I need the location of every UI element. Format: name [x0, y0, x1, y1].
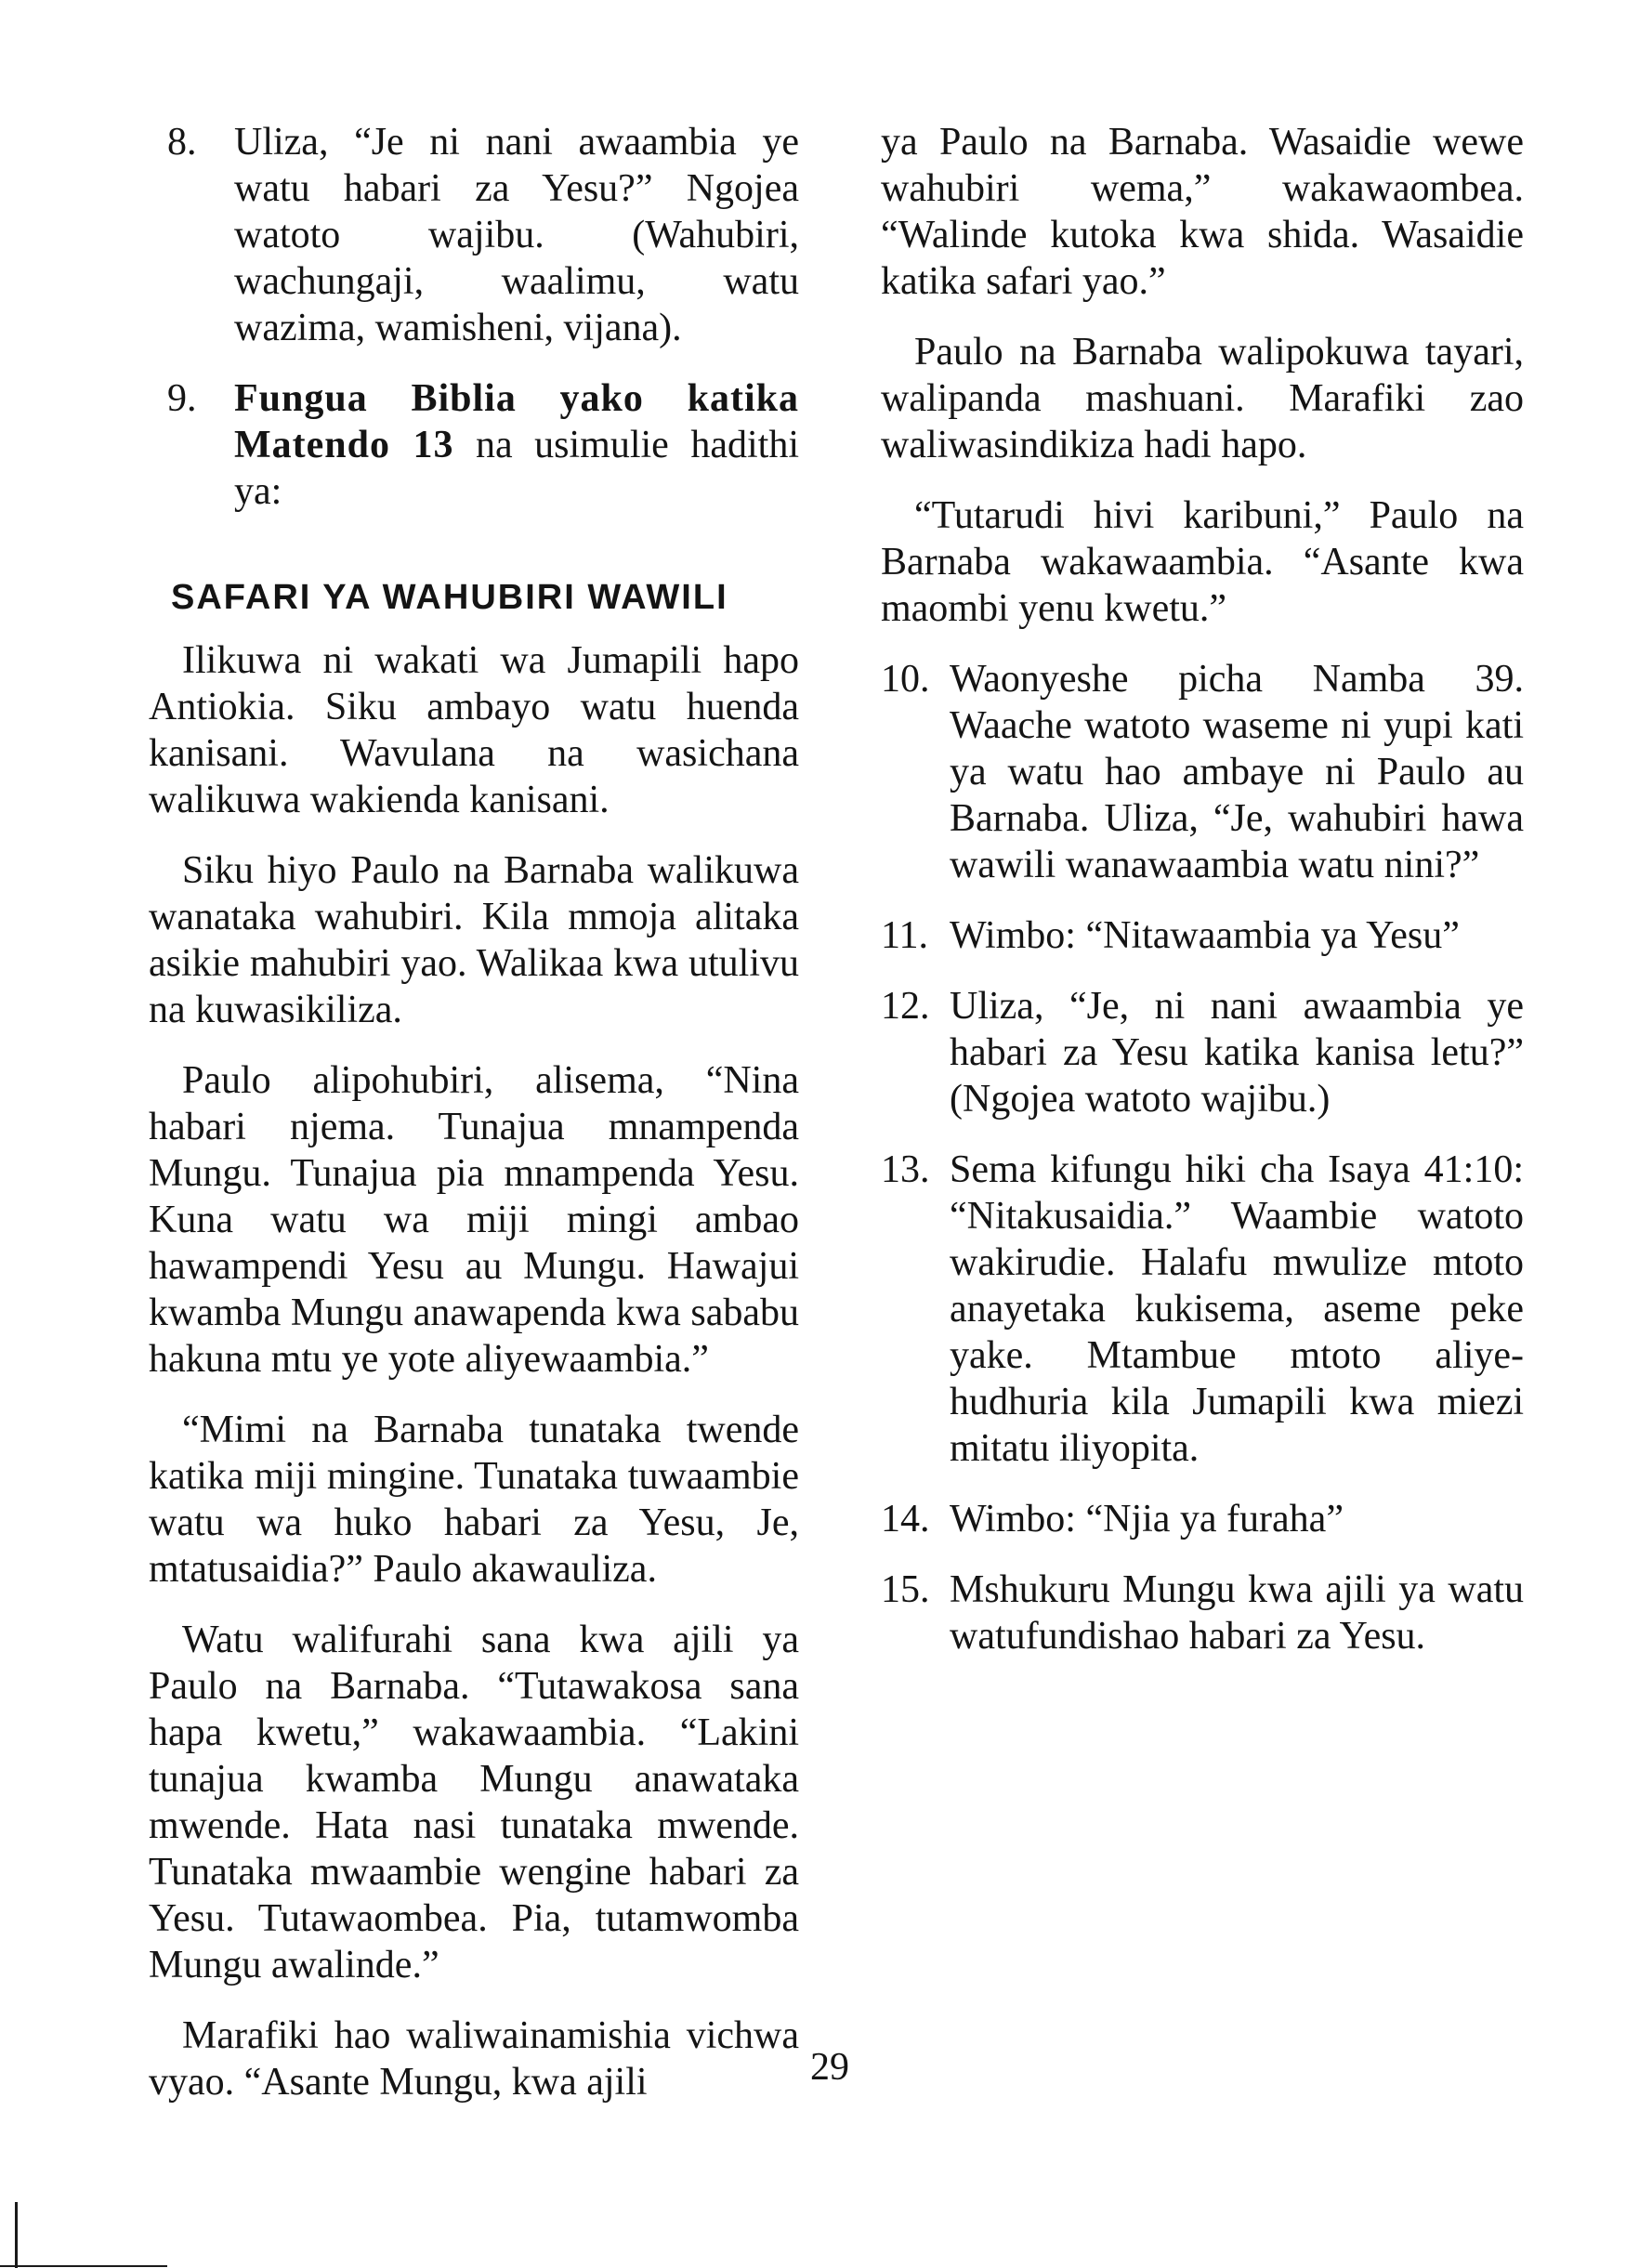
story-paragraph: Paulo na Barnaba walipokuwa tayari, walipanda mashuani. Marafiki zao waliwasindikiza hadi hapo. [881, 331, 1524, 466]
crop-mark [0, 2265, 167, 2267]
story-paragraph: Siku hiyo Paulo na Barnaba walikuwa wanataka wahubiri. Kila mmoja alitaka asikie mahubiri yao. Walikaa kwa utulivu na kuwasikiliza. [149, 849, 799, 1031]
item-number: 10. [881, 658, 930, 701]
instruction-item-10 [881, 656, 1524, 888]
story-paragraph: Paulo alipohubiri, alisema, “Nina habari njema. Tunajua mnampenda Mungu. Tunajua pia mnampenda Yesu. Kuna watu wa miji mingi ambao hawampendi Yesu au Mungu. Hawajui kwamba Mungu anawapenda kwa sababu hakuna mtu ye yote aliyewaambia.” [149, 1059, 799, 1381]
item-text: Wimbo: “Njia ya furaha” [950, 1498, 1344, 1540]
item-number: 13. [881, 1148, 930, 1191]
instruction-item-9 [149, 375, 799, 515]
instruction-item-11 [881, 912, 1524, 959]
item-text: Mshukuru Mungu kwa ajili ya watu watufundishao habari za Yesu. [950, 1568, 1524, 1658]
story-heading: SAFARI YA WAHUBIRI WAWILI [171, 578, 728, 617]
item-text [234, 375, 799, 515]
item-number: 14. [881, 1498, 930, 1540]
instruction-item-12 [881, 983, 1524, 1122]
crop-mark [15, 2202, 18, 2268]
item-number: 12. [881, 985, 930, 1028]
item-text: Waonyeshe picha Namba 39. Waache watoto waseme ni yupi kati ya watu hao ambaye ni Paulo au Barnaba. Uliza, “Je, wahubiri hawa wawili wanawaambia watu nini?” [950, 658, 1524, 886]
item-text: Wimbo: “Nitawaambia ya Yesu” [950, 914, 1460, 957]
left-column [149, 119, 799, 2130]
item-text-rest: na usimulie hadithi ya: [234, 424, 799, 513]
instruction-item-15 [881, 1567, 1524, 1659]
story-paragraph: Watu walifurahi sana kwa ajili ya Paulo na Barnaba. “Tutawakosa sana hapa kwetu,” wakawaambia. “Lakini tunajua kwamba Mungu anawataka mwende. Hata nasi tunataka mwende. Tunataka mwaambie wengine habari za Yesu. Tutawaombea. Pia, tutamwomba Mungu awalinde.” [149, 1619, 799, 1986]
bible-reference: Fungua Biblia yako katika Matendo 13 [234, 377, 799, 466]
item-text: Uliza, “Je, ni nani awaambia ye habari za Yesu katika kanisa letu?” (Ngojea watoto wajibu.) [950, 985, 1524, 1121]
story-paragraph: Ilikuwa ni wakati wa Jumapili hapo Antiokia. Siku ambayo watu huenda kanisani. Wavulana na wasichana walikuwa wakienda kanisani. [149, 639, 799, 821]
instruction-item-13 [881, 1147, 1524, 1472]
story-paragraph: Marafiki hao waliwainamishia vichwa vyao. “Asante Mungu, kwa ajili [149, 2014, 799, 2104]
item-number: 15. [881, 1568, 930, 1611]
instruction-item-14 [881, 1496, 1524, 1542]
item-number: 9. [167, 377, 197, 420]
right-column [881, 119, 1524, 1684]
instruction-item-8 [149, 119, 799, 351]
item-text: Uliza, “Je ni nani awaambia ye watu habari za Yesu?” Ngojea watoto wajibu. (Wahubiri, wachungaji, waalimu, watu wazima, wamisheni, vijana). [234, 121, 799, 349]
item-text: Sema kifungu hiki cha Isaya 41:10: “Nitakusaidia.” Waambie watoto wakirudie. Halafu mwulize mtoto anayetaka kukisema, aseme peke yake. Mtambue mtoto aliye-hudhuria kila Jumapili kwa miezi mitatu iliyopita. [950, 1148, 1524, 1470]
story-paragraph: “Tutarudi hivi karibuni,” Paulo na Barnaba wakawaambia. “Asante kwa maombi yenu kwetu.” [881, 494, 1524, 630]
item-number: 8. [167, 121, 197, 164]
story-paragraph: ya Paulo na Barnaba. Wasaidie wewe wahubiri wema,” wakawaombea. “Walinde kutoka kwa shida. Wasaidie katika safari yao.” [881, 121, 1524, 303]
story-paragraph: “Mimi na Barnaba tunataka twende katika miji mingine. Tunataka tuwaambie watu wa huko habari za Yesu, Je, mtatusaidia?” Paulo akawauliza. [149, 1409, 799, 1591]
page-number: 29 [810, 2046, 849, 2089]
item-number: 11. [881, 914, 928, 957]
